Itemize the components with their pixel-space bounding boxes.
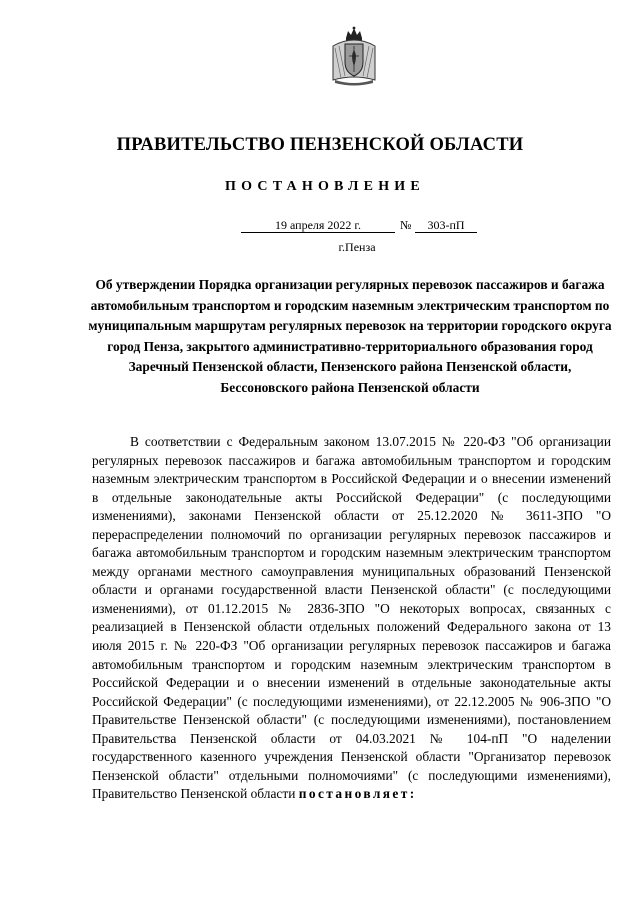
coat-of-arms-emblem — [331, 26, 377, 88]
document-type: ПОСТАНОВЛЕНИЕ — [225, 179, 425, 194]
organization-name: ПРАВИТЕЛЬСТВО ПЕНЗЕНСКОЙ ОБЛАСТИ — [116, 135, 524, 155]
issue-city: г.Пенза — [338, 240, 376, 254]
preamble-paragraph — [92, 433, 611, 804]
resolution-word: постановляет: — [298, 786, 417, 802]
document-date: 19 апреля 2022 г. — [241, 218, 395, 233]
document-number: 303-пП — [415, 218, 477, 233]
preamble-text: В соответствии с Федеральным законом 13.07.2015 № 220-ФЗ "Об организации регулярных перевозок пассажиров и багажа автомобильным транспортом и городским наземным электрическим транспортом в Российской Федерации и о внесении изменений в отдельные законодательные акты Российской Федерации" (с последующими изменениями), законами Пензенской области от 25.12.2020 № 3611-ЗПО "О перераспределении полномочий по организации регулярных перевозок пассажиров и багажа автомобильным транспортом и городским наземным электрическим транспортом между органами местного самоуправления муниципальных образований Пензенской области и органами государственной власти Пензенской области" (с последующими изменениями), от 01.12.2015 № 2836-ЗПО "О некоторых вопросах, связанных с реализацией в Пензенской области отдельных положений Федерального закона от 13 июля 2015 г. № 220-ФЗ "Об организации регулярных перевозок пассажиров и багажа автомобильным транспортом и городским наземным электрическим транспортом в Российской Федерации и о внесении изменений в отдельные законодательные акты Российской Федерации" (с последующими изменениями), от 22.12.2005 № 906-ЗПО "О Правительстве Пензенской области" (с последующими изменениями), постановлением Правительства Пензенской области от 04.03.2021 № 104-пП "О наделении государственного казенного учреждения Пензенской области "Организатор перевозок Пензенской области" отдельными полномочиями" (с последующими изменениями), Правительство Пензенской области — [92, 434, 611, 802]
document-title: Об утверждении Порядка организации регулярных перевозок пассажиров и багажа автомобильным транспортом и городским наземным электрическим транспортом по муниципальным маршрутам регулярных перевозок на территории городского округа город Пенза, закрытого административно-территориального образования город Заречный Пензенской области, Пензенского района Пензенской области, Бессоновского района Пензенской области — [88, 277, 612, 395]
number-label: № — [400, 218, 412, 232]
